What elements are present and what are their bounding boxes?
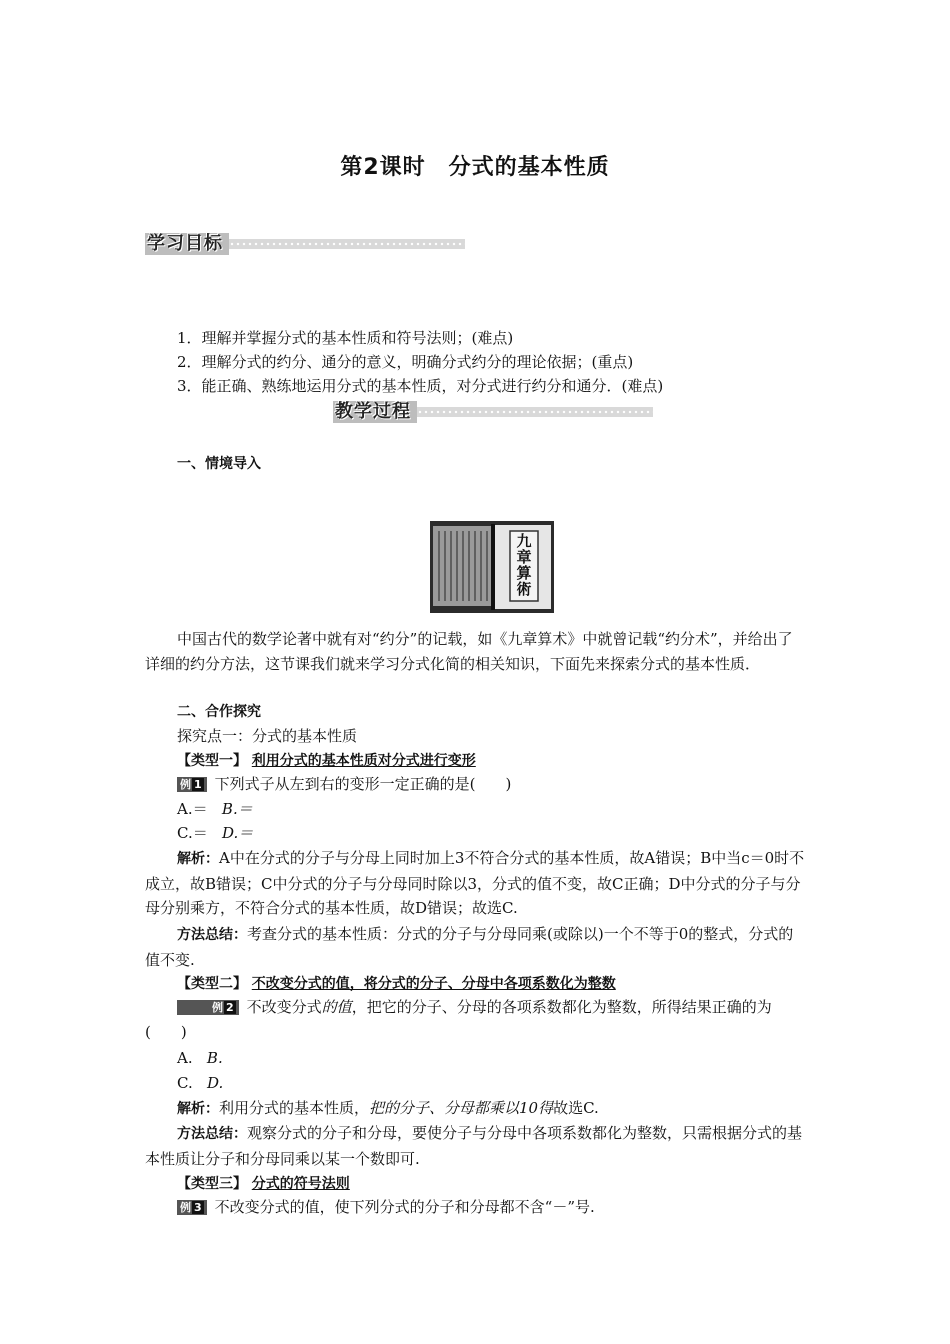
part2-heading: 二、合作探究 [177,704,261,720]
objective-2: 2．理解分式的约分、通分的意义，明确分式约分的理论依据；(重点) [177,353,634,371]
example-1 [177,772,511,796]
option-d: D. [207,1074,224,1092]
example-1-summary: 方法总结：考查分式的基本性质：分式的分子与分母同乘(或除以)一个不等于0的整式，分式的值不变. [145,925,794,969]
option-b: B.＝ [221,800,253,818]
type3-tag: 【类型三】 [177,1176,247,1192]
option-a: A.＝ [177,800,208,818]
process-banner-label: 教学过程 [333,401,417,423]
option-a: A. [177,1049,193,1067]
process-banner [333,403,653,421]
example-badge: 例 3 [177,1200,207,1215]
option-b: B. [206,1049,223,1067]
type3-title: 分式的符号法则 [251,1176,350,1192]
explore-point-1: 探究点一：分式的基本性质 [177,727,358,745]
type1-heading [177,748,476,773]
analysis-label: 解析： [177,851,219,867]
type2-title: 不改变分式的值，将分式的分子、分母中各项系数化为整数 [251,976,616,992]
type1-title: 利用分式的基本性质对分式进行变形 [251,753,476,769]
part1-heading: 一、情境导入 [177,456,261,472]
example-2-options-ab [177,1046,223,1070]
option-c: C. [177,1074,193,1092]
example-2-options-cd [177,1071,223,1095]
type1-tag: 【类型一】 [177,753,247,769]
banner-dots [229,239,465,249]
objective-1: 1．理解并掌握分式的基本性质和符号法则；(难点) [177,329,514,347]
objectives-banner-label: 学习目标 [145,233,229,255]
example-1-question: 下列式子从左到右的变形一定正确的是( ) [214,775,512,793]
example-2-summary: 方法总结：观察分式的分子和分母，要使分子与分母中各项系数都化为整数，只需根据分式的基本性质让分子和分母同乘以某一个数即可. [145,1124,803,1168]
type2-tag: 【类型二】 [177,976,247,992]
objectives-banner [145,235,465,253]
summary-label: 方法总结： [177,927,247,943]
example-badge: 例 1 [177,777,207,792]
analysis-label: 解析： [177,1101,219,1117]
example-3 [177,1195,595,1219]
example-1-analysis: 解析：A中在分式的分子与分母上同时加上3不符合分式的基本性质，故A错误；B中当c＝0时不成立，故B错误；C中分式的分子与分母同时除以3，分式的值不变，故C正确；D中分式的分子与分母分别乘方，不符合分式的基本性质，故D错误；故选C. [145,849,805,917]
book-title-text: 九章算術 [516,532,532,598]
intro-paragraph: 中国古代的数学论著中就有对“约分”的记载，如《九章算术》中就曾记载“约分术”，并给出了详细的约分方法，这节课我们就来学习分式化简的相关知识，下面先来探索分式的基本性质． [145,630,793,673]
summary-label: 方法总结： [177,1126,247,1142]
page-title: 第2课时 分式的基本性质 [340,155,610,180]
example-badge: 例 2 [177,1000,239,1015]
example-3-question: 不改变分式的值，使下列分式的分子和分母都不含“－”号. [214,1198,595,1216]
option-c: C.＝ [177,824,208,842]
option-d: D.＝ [222,824,254,842]
example-1-options-ab [177,797,253,821]
example-2: 例 2 不改变分式的值，把它的分子、分母的各项系数都化为整数，所得结果正确的为( ) [145,998,772,1041]
objective-3: 3．能正确、熟练地运用分式的基本性质，对分式进行约分和通分．(难点) [177,377,664,395]
type2-heading [177,971,616,996]
nine-chapters-book-image [430,521,554,613]
type3-heading [177,1171,350,1196]
example-2-analysis: 解析：利用分式的基本性质，把的分子、分母都乘以10得故选C. [177,1099,599,1117]
banner-dots [417,407,653,417]
example-1-options-cd [177,821,253,845]
